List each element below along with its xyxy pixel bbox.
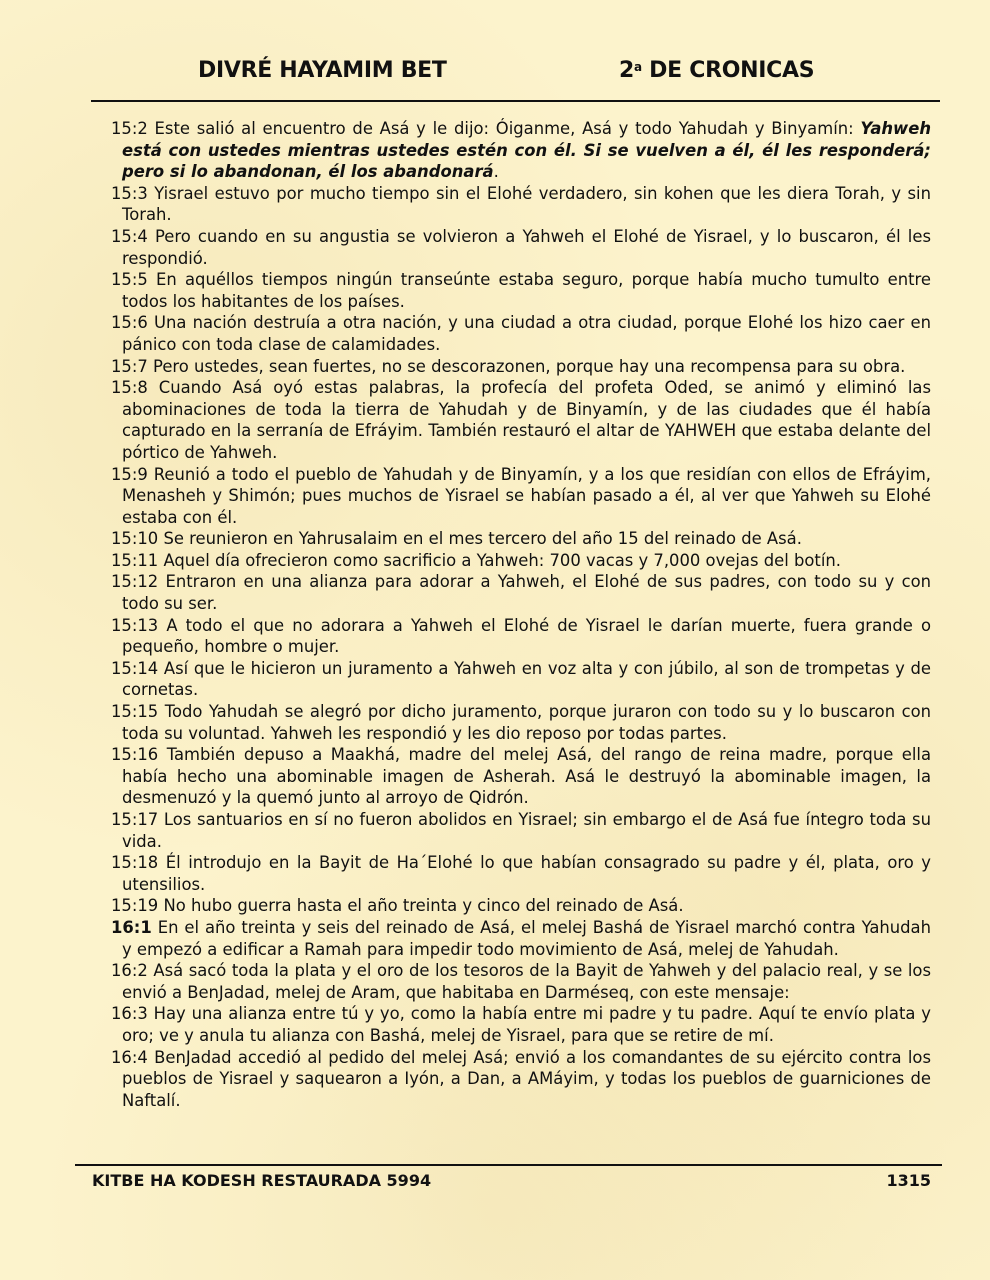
book-title-number: 2 — [619, 58, 635, 83]
verse-text: Se reunieron en Yahrusalaim en el mes tercero del año 15 del reinado de Asá. — [158, 529, 802, 549]
verse-text: Una nación destruía a otra nación, y una ciudad a otra ciudad, porque Elohé los hizo caer en pánico con toda clase de calamidades. — [122, 313, 931, 354]
verse — [111, 744, 931, 809]
verse-text: BenJadad accedió al pedido del melej Asá; envió a los comandantes de su ejército contra los pueblos de Yisrael y saquearon a Iyón, a Dan, a AMáyim, y todas los pueblos de guarniciones de Naftalí. — [122, 1047, 931, 1110]
verse-reference: 16:3 — [111, 1004, 148, 1024]
verse — [111, 658, 931, 701]
verse-reference: 15:10 — [111, 529, 159, 549]
verse-text: Pero ustedes, sean fuertes, no se descorazonen, porque hay una recompensa para su obra. — [147, 356, 906, 376]
verse — [111, 312, 931, 355]
verse — [111, 183, 931, 226]
verse-text: Reunió a todo el pueblo de Yahudah y de Binyamín, y a los que residían con ellos de Efráyim, Menasheh y Shimón; pues muchos de Yisrael se habían pasado a él, al ver que Yahweh su Elohé estaba con él. — [122, 464, 931, 527]
verse-text: Los santuarios en sí no fueron abolidos en Yisrael; sin embargo el de Asá fue íntegro toda su vida. — [122, 810, 931, 851]
page-number: 1315 — [886, 1171, 931, 1190]
verse-text: No hubo guerra hasta el año treinta y cinco del reinado de Asá. — [158, 896, 684, 916]
verse-reference: 15:13 — [111, 615, 159, 635]
verse-reference: 15:8 — [111, 378, 148, 398]
footer-divider — [75, 1164, 942, 1166]
page-header — [0, 58, 990, 90]
verse-text: Pero cuando en su angustia se volvieron a Yahweh el Elohé de Yisrael, y lo buscaron, él les respondió. — [122, 226, 931, 268]
verse — [111, 269, 931, 312]
verse-emphasis: Yahweh está con ustedes mientras ustedes estén con él. Si se vuelven a él, él les responderá; pero si lo abandonan, él los abandonará — [122, 119, 931, 182]
verse-reference: 15:11 — [111, 550, 159, 570]
verse — [111, 852, 931, 895]
verse-reference: 15:3 — [111, 183, 148, 203]
verse-text: En aquéllos tiempos ningún transeúnte estaba seguro, porque había mucho tumulto entre todos los habitantes de los países. — [122, 270, 931, 311]
verse-reference: 15:9 — [111, 464, 148, 484]
verse-text: Así que le hicieron un juramento a Yahweh en voz alta y con júbilo, al son de trompetas y de cornetas. — [122, 658, 931, 700]
verse-reference: 15:12 — [111, 572, 159, 592]
verse — [111, 226, 931, 269]
verse — [111, 917, 931, 960]
verse — [111, 571, 931, 614]
verse — [111, 528, 931, 550]
verse-reference: 15:17 — [111, 810, 159, 829]
verse-reference: 15:16 — [111, 745, 159, 765]
verse-text: Aquel día ofrecieron como sacrificio a Yahweh: 700 vacas y 7,000 ovejas del botín. — [158, 550, 841, 570]
verse-reference: 15:14 — [111, 658, 159, 678]
verse-reference: 15:15 — [111, 702, 159, 722]
verse — [111, 1003, 931, 1046]
verse-text: Hay una alianza entre tú y yo, como la había entre mi padre y tu padre. Aquí te envío plata y oro; ve y anula tu alianza con Bashá, melej de Yisrael, para que se retire de mí. — [122, 1004, 931, 1045]
book-title-ordinal: a — [634, 60, 642, 74]
verse — [111, 464, 931, 529]
verse-text: Cuando Asá oyó estas palabras, la profecía del profeta Oded, se animó y eliminó las abominaciones de toda la tierra de Yahudah y de Binyamín, y de las ciudades que él había capturado en la serranía de Efráyim. También restauró el altar de YAHWEH que estaba delante del pórtico de Yahweh. — [122, 378, 931, 462]
verse-text: Todo Yahudah se alegró por dicho juramento, porque juraron con todo su y lo buscaron con toda su voluntad. Yahweh les respondió y les dio reposo por todas partes. — [122, 702, 931, 743]
verse-reference: 16:2 — [111, 961, 148, 981]
verse-text: Asá sacó toda la plata y el oro de los tesoros de la Bayit de Yahweh y del palacio real, y se los envió a BenJadad, melej de Aram, que habitaba en Darméseq, con este mensaje: — [122, 961, 931, 1002]
verse — [111, 118, 931, 183]
verse — [111, 895, 931, 917]
verse-reference: 16:1 — [111, 917, 152, 937]
verse-reference: 15:5 — [111, 270, 148, 290]
verse-text: Él introdujo en la Bayit de Ha´Elohé lo que habían consagrado su padre y él, plata, oro y utensilios. — [122, 853, 931, 894]
verse — [111, 550, 931, 572]
verse-reference: 15:6 — [111, 313, 148, 333]
verse-reference: 16:4 — [111, 1047, 148, 1067]
verse-reference: 15:19 — [111, 896, 159, 916]
verse-text: Entraron en una alianza para adorar a Yahweh, el Elohé de sus padres, con todo su y con todo su ser. — [122, 572, 931, 614]
verse-reference: 15:4 — [111, 226, 148, 246]
header-divider — [91, 100, 940, 102]
footer-edition: KITBE HA KODESH RESTAURADA 5994 — [92, 1171, 432, 1190]
verse-reference: 15:2 — [111, 119, 148, 138]
verse-list — [111, 118, 931, 1111]
verse-tail: . — [493, 162, 499, 182]
book-title-spanish — [619, 58, 814, 83]
book-title-hebrew: DIVRÉ HAYAMIM BET — [198, 58, 447, 83]
verse-text: Yisrael estuvo por mucho tiempo sin el Elohé verdadero, sin kohen que les diera Torah, y sin Torah. — [122, 183, 931, 225]
verse — [111, 615, 931, 658]
verse-text: Este salió al encuentro de Asá y le dijo: Óiganme, Asá y todo Yahudah y Binyamín: — [147, 119, 861, 138]
verse-text: En el año treinta y seis del reinado de Asá, el melej Bashá de Yisrael marchó contra Yahudah y empezó a edificar a Ramah para impedir todo movimiento de Asá, melej de Yahudah. — [122, 917, 931, 959]
verse — [111, 356, 931, 378]
verse-reference: 15:18 — [111, 853, 159, 873]
verse — [111, 960, 931, 1003]
verse — [111, 701, 931, 744]
verse-text: También depuso a Maakhá, madre del melej Asá, del rango de reina madre, porque ella había hecho una abominable imagen de Asherah. Asá le destruyó la abominable imagen, la desmenuzó y la quemó junto al arroyo de Qidrón. — [122, 745, 931, 808]
book-title-name: DE CRONICAS — [641, 58, 815, 83]
verse-reference: 15:7 — [111, 356, 148, 376]
verse — [111, 377, 931, 463]
verse — [111, 809, 931, 852]
verse — [111, 1047, 931, 1112]
verse-text: A todo el que no adorara a Yahweh el Elohé de Yisrael le darían muerte, fuera grande o pequeño, hombre o mujer. — [122, 615, 931, 657]
